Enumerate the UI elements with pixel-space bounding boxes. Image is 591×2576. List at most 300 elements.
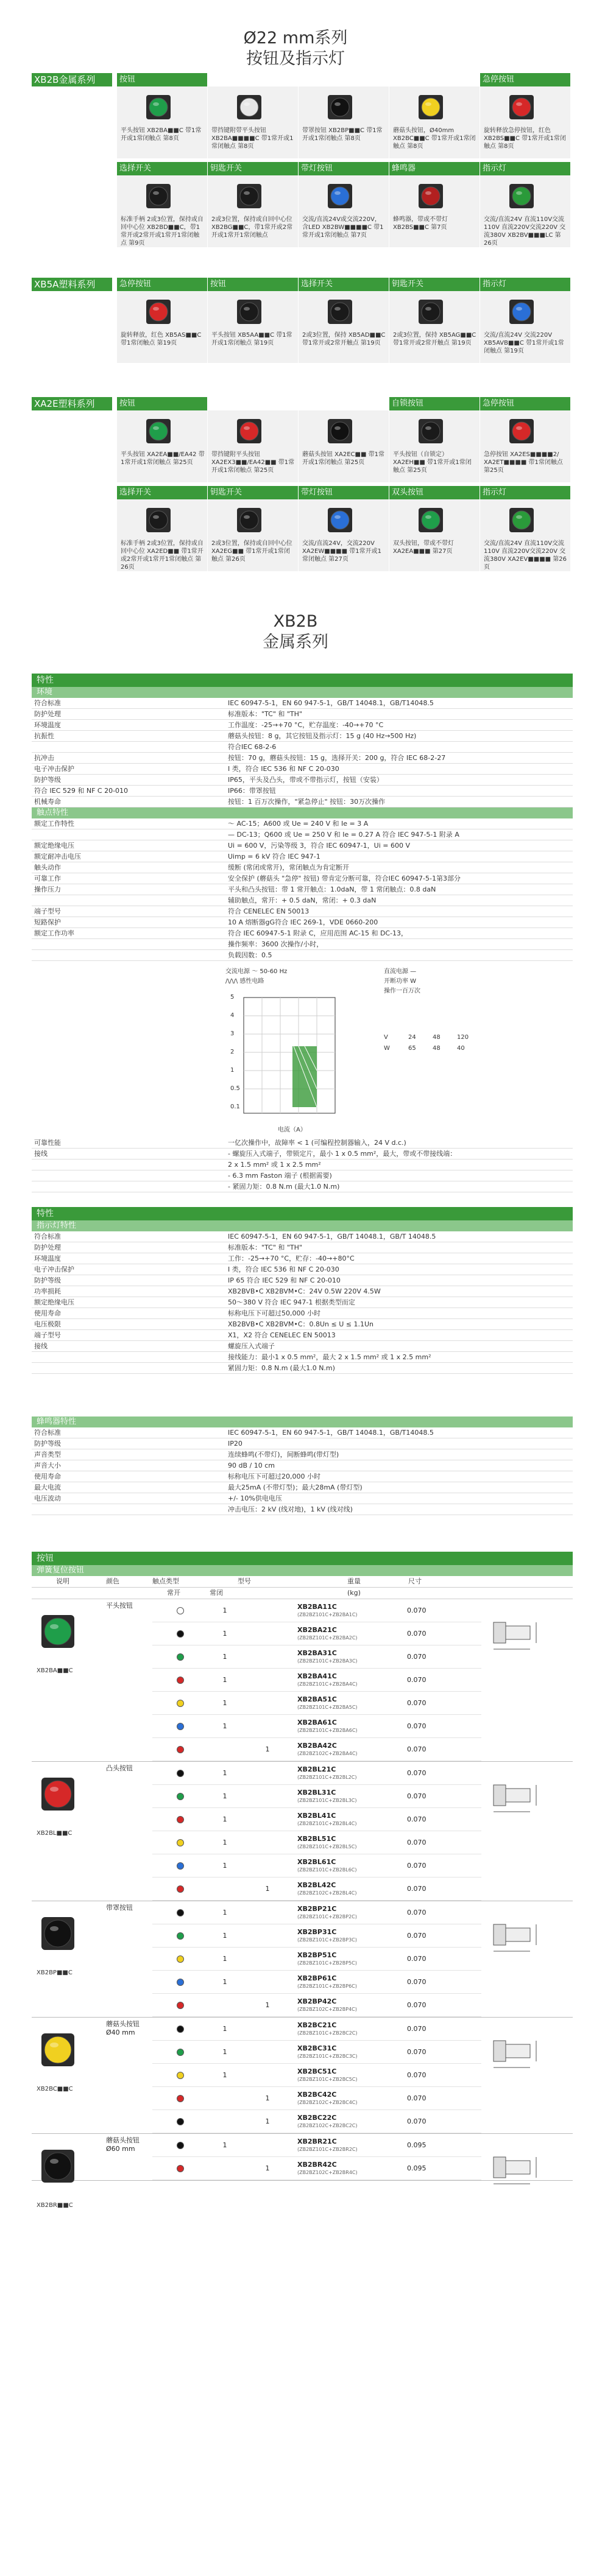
graph-ylabel: 2	[230, 1049, 235, 1055]
xb2b-section	[32, 73, 573, 278]
product-weight: 0.070	[407, 1978, 426, 1986]
spec-row	[32, 1286, 573, 1297]
catalog-cell	[480, 73, 570, 158]
color-dot	[177, 1700, 184, 1707]
product-weight: 0.070	[407, 1769, 426, 1777]
color-dot	[177, 1770, 184, 1777]
color-dot	[177, 2002, 184, 2009]
cell-head: 带灯按钮	[299, 162, 389, 175]
product-row	[152, 2157, 481, 2180]
spec-value: IEC 60947-5-1，EN 60 947-5-1，GB/T 14048.1，GB/T 14048.5	[228, 1233, 436, 1240]
product-image	[32, 2018, 106, 2133]
spec-subband-contact: 触点特性	[32, 808, 573, 818]
product-row	[152, 1715, 481, 1738]
col-color: 颜色	[106, 1577, 119, 1585]
dims-drawing	[481, 1901, 573, 2017]
cell-head: 选择开关	[117, 486, 207, 499]
spec-key	[32, 742, 225, 752]
contact-nc: 1	[265, 2117, 270, 2125]
product-weight: 0.070	[407, 2094, 426, 2102]
cell-text: 旋转释放急停按钮，红色 XB2BS■■C 带1常开或1常闭触点 第8页	[484, 127, 566, 150]
spec-value: I 类，符合 IEC 536 和 NF C 20-030	[228, 765, 339, 773]
ref-code: XB2BA41C	[297, 1672, 337, 1680]
spec-row	[32, 818, 573, 829]
ref-sub: (ZB2BZ101C+ZB2BR2C)	[297, 2146, 358, 2152]
product-ref	[297, 2021, 407, 2037]
spec-row	[32, 906, 573, 917]
spec-value: IP 65 符合 IEC 529 和 NF C 20-010	[228, 1276, 341, 1284]
xa2e-section	[32, 397, 573, 602]
spec-row	[32, 840, 573, 851]
spec-value: 接线能力：最小1 x 0.5 mm²，最大 2 x 1.5 mm² 或 1 x 2.5 mm²	[228, 1353, 431, 1361]
product-ref	[297, 1835, 407, 1851]
cell-body	[389, 86, 480, 158]
cell-body	[117, 175, 207, 247]
spec-key: 功率损耗	[34, 1287, 61, 1295]
product-ref	[297, 1812, 407, 1828]
cell-body	[117, 291, 207, 363]
product-ref	[297, 1905, 407, 1921]
cell-grid	[117, 73, 573, 251]
spec-key: 电子冲击保护	[34, 1265, 74, 1273]
cell-head	[389, 73, 480, 86]
cell-head: 蜂鸣器	[389, 162, 480, 175]
ref-sub: (ZB2BZ101C+ZB2BL6C)	[297, 1867, 357, 1873]
spec-key: 防护等级	[34, 776, 61, 784]
cell-head	[208, 397, 298, 410]
spec-value: Uimp = 6 kV 符合 IEC 947-1	[228, 853, 320, 860]
cell-text: 急停按钮 XA2ES■■■■2/ XA2ET■■■■ 带1常闭触点 第25页	[484, 451, 563, 474]
xb2b-title-line1: XB2B	[273, 612, 318, 631]
ref-code: XB2BP42C	[297, 1997, 337, 2005]
product-ref	[297, 1742, 407, 1758]
ref-code: XB2BL42C	[297, 1881, 336, 1889]
product-image	[32, 2134, 106, 2209]
graph-v-value: 24	[408, 1034, 416, 1041]
cell-text: 带罩按钮 XB2BP■■C 带1常开或1常闭触点 第8页	[302, 127, 383, 142]
product-row	[152, 1854, 481, 1877]
spec-value: 标准版本："TC" 和 "TH"	[228, 1244, 302, 1251]
spec-value: IEC 60947-5-1，EN 60 947-5-1，GB/T 14048.1，GB/T14048.5	[228, 699, 434, 707]
ref-code: XB2BP61C	[297, 1974, 337, 1982]
ref-code: XB2BL21C	[297, 1765, 336, 1773]
spec-value: 50～380 V 符合 IEC 947-1 根据类型而定	[228, 1298, 355, 1306]
spec-key	[32, 895, 225, 906]
cell-text: 平头按钮 XB2BA■■C 带1常开或1常闭触点 第8页	[121, 127, 202, 142]
product-row	[152, 1901, 481, 1924]
spec-row	[32, 1264, 573, 1275]
spec-row	[32, 753, 573, 764]
product-weight: 0.070	[407, 2025, 426, 2033]
spec-key: 接线	[34, 1342, 48, 1350]
cell-body	[299, 86, 389, 158]
cell-text: 平头按钮（自锁定） XA2EH■■ 带1常开或1常闭触点 第25页	[393, 451, 472, 474]
contact-no: 1	[222, 1839, 227, 1846]
ref-code: XB2BC22C	[297, 2113, 337, 2122]
spec-row	[32, 797, 573, 808]
product-image	[32, 1901, 106, 2017]
product-ref	[297, 2138, 407, 2153]
product-row	[152, 1645, 481, 1669]
cell-body	[480, 175, 570, 247]
product-ref	[297, 1626, 407, 1642]
ref-code: XB2BA51C	[297, 1695, 337, 1703]
product-weight: 0.070	[407, 1722, 426, 1730]
contact-no: 1	[222, 2141, 227, 2149]
contact-no: 1	[222, 1862, 227, 1870]
button-image	[324, 417, 363, 446]
graph-w-value: 65	[408, 1045, 416, 1052]
spec-value: 平头和凸头按钮：带 1 常开触点：1.0daN，带 1 常闭触点：0.8 daN	[228, 885, 436, 893]
ref-sub: (ZB2BZ102C+ZB2BR4C)	[297, 2169, 358, 2175]
cell-head: 指示灯	[480, 278, 570, 291]
cell-text: 双头按钮，带或不带灯 XA2EA■■■ 第27页	[393, 540, 454, 555]
spec-key: 防护处理	[34, 1244, 61, 1251]
spec-key: 符合标准	[34, 1233, 61, 1240]
contact-no: 1	[222, 1606, 227, 1614]
spec-key: 符合 IEC 529 和 NF C 20-010	[34, 787, 129, 795]
product-weight: 0.070	[407, 1699, 426, 1707]
product-weight: 0.070	[407, 1862, 426, 1870]
cell-head: 急停按钮	[480, 397, 570, 410]
catalog-cell	[389, 73, 480, 158]
col-contact: 触点类型	[152, 1577, 179, 1585]
spec-row	[32, 1253, 573, 1264]
color-dot	[177, 2025, 184, 2033]
spec-value: — DC-13；Q600 或 Ue = 250 V 和 Ie = 0.27 A 符合 IEC 947-5-1 附录 A	[228, 831, 459, 839]
contact-nc: 1	[265, 1885, 270, 1893]
catalog-cell	[389, 162, 480, 247]
graph-col-w: W	[384, 1045, 390, 1052]
product-weight: 0.070	[407, 1606, 426, 1614]
spec-row	[32, 950, 573, 961]
button-image	[143, 505, 182, 535]
spec-value: 连续蜂鸣(不带灯)，间断蜂鸣(带灯型)	[228, 1451, 339, 1459]
cell-body	[299, 175, 389, 247]
xb2b-title-line2: 金属系列	[263, 633, 328, 652]
product-row	[152, 1599, 481, 1622]
product-ref	[297, 1928, 407, 1944]
graph-dc-title: 直流电源 —	[384, 968, 417, 975]
page-header	[0, 0, 591, 73]
contact-nc: 1	[265, 2164, 270, 2172]
product-desc: 带罩按钮	[106, 1904, 133, 1912]
spec-key: 抗振性	[34, 732, 54, 740]
spec-key: 端子型号	[34, 907, 61, 915]
button-image	[324, 181, 363, 211]
product-weight: 0.070	[407, 2117, 426, 2125]
spec-key: 声音大小	[34, 1462, 61, 1469]
cell-text: 交流/直流24V 直流110V交流110V 直流220V交流220V 交流380V XA2EV■■■■ 第26页	[484, 540, 567, 571]
spec-value: 操作频率：3600 次操作/小时，	[228, 940, 324, 948]
ref-sub: (ZB2BZ101C+ZB2BL5C)	[297, 1843, 357, 1849]
color-dot	[177, 1607, 184, 1614]
dims-drawing	[481, 2018, 573, 2133]
contact-no: 1	[222, 1630, 227, 1638]
color-dot	[177, 1862, 184, 1870]
ref-code: XB2BA11C	[297, 1602, 337, 1611]
product-row	[152, 1738, 481, 1761]
product-ref	[297, 1789, 407, 1804]
product-lines	[152, 1762, 481, 1901]
spec-subband-pilot: 指示灯特性	[32, 1220, 573, 1231]
product-row	[152, 1971, 481, 1994]
ref-code: XB2BC21C	[297, 2021, 337, 2029]
graph-v-value: 120	[457, 1034, 469, 1041]
product-ref	[297, 1719, 407, 1734]
ref-sub: (ZB2BZ102C+ZB2BL4C)	[297, 1890, 357, 1896]
product-caption: XB2BR■■C	[37, 2202, 73, 2209]
product-row	[152, 1808, 481, 1831]
product-lines	[152, 1901, 481, 2017]
cell-text: 蘑菇头按钮，Ø40mm XB2BC■■C 带1常开或1常闭触点 第8页	[393, 127, 476, 150]
spec-value: 标准版本："TC" 和 "TH"	[228, 710, 302, 718]
ref-sub: (ZB2BZ101C+ZB2BC2C)	[297, 2030, 358, 2036]
ref-sub: (ZB2BZ101C+ZB2BL4C)	[297, 1820, 357, 1826]
ref-code: XB2BL51C	[297, 1834, 336, 1843]
product-row	[152, 2018, 481, 2041]
graph-ylabel: 0.1	[230, 1103, 240, 1110]
spec-band: 特性	[32, 674, 573, 687]
product-ref	[297, 1951, 407, 1967]
spec-key: 操作压力	[34, 885, 61, 893]
cell-grid	[117, 278, 573, 367]
product-weight: 0.070	[407, 1676, 426, 1684]
product-row	[152, 1762, 481, 1785]
product-ref	[297, 2161, 407, 2177]
spec-row	[32, 917, 573, 928]
cell-body	[389, 175, 480, 247]
spec-row	[32, 1341, 573, 1352]
buzzer-rows	[32, 1427, 573, 1515]
cell-body	[389, 291, 480, 363]
color-dot	[177, 1723, 184, 1730]
contact-no: 1	[222, 1978, 227, 1986]
cell-head: 钥匙开关	[208, 486, 298, 499]
spec-row	[32, 1319, 573, 1330]
spec-row	[32, 829, 573, 840]
col-ref: 型号	[238, 1577, 251, 1585]
button-image	[233, 417, 272, 446]
spec-row	[32, 1170, 573, 1181]
product-caption: XB2BP■■C	[37, 1969, 73, 1976]
color-dot	[177, 1653, 184, 1661]
spec-value: - 6.3 mm Faston 端子 (根据需要)	[228, 1172, 332, 1180]
spec-key: 可靠工作	[34, 875, 61, 882]
product-weight: 0.070	[407, 2001, 426, 2009]
cell-text: 平头按钮 XB5AA■■C 带1常开或1常闭触点 第19页	[211, 332, 292, 347]
spec-value: XB2BVB•C XB2BVM•C：0.8Un ≤ U ≤ 1.1Un	[228, 1320, 374, 1328]
cell-head: 按钮	[208, 278, 298, 291]
spec-key: 额定耐冲击电压	[34, 853, 81, 860]
graph-ac-title: 交流电源 ～ 50-60 Hz	[225, 968, 288, 975]
button-image	[143, 417, 182, 446]
button-image	[324, 93, 363, 122]
contact-no: 1	[222, 1909, 227, 1916]
ref-code: XB2BR42C	[297, 2160, 337, 2169]
spec-key: 最大电流	[34, 1483, 61, 1491]
product-row	[152, 1994, 481, 2017]
ref-sub: (ZB2BZ101C+ZB2BA5C)	[297, 1704, 358, 1710]
product-lines	[152, 2018, 481, 2133]
button-image	[415, 93, 454, 122]
xb2b-title	[0, 602, 591, 674]
cell-body	[480, 410, 570, 482]
spec-key: 环境温度	[34, 1255, 61, 1262]
product-weight: 0.070	[407, 1839, 426, 1846]
button-image	[143, 93, 182, 122]
cell-text: 2或3位置，保持或自回中心位 XA2EG■■ 带1常开或1常闭触点 第26页	[211, 540, 292, 563]
cell-text: 交流/直流24V 直流110V交流110V 直流220V交流220V 交流380V XB2BV■■■LC 第26页	[484, 216, 566, 247]
spec-key	[32, 1352, 225, 1362]
cell-body	[389, 499, 480, 571]
spec-key: 符合标准	[34, 1429, 61, 1437]
contact-no: 1	[222, 1955, 227, 1963]
spec-row	[32, 1427, 573, 1438]
spec-value: I 类，符合 IEC 536 和 NF C 20-030	[228, 1265, 339, 1273]
catalog-cell	[117, 397, 207, 482]
ref-sub: (ZB2BZ102C+ZB2BP4C)	[297, 2006, 357, 2012]
product-row	[152, 1692, 481, 1715]
graph-v-value: 48	[433, 1034, 441, 1041]
spec-key: 机械寿命	[34, 798, 61, 806]
spec-key: 环境温度	[34, 721, 61, 729]
spec-key: 额定工作特性	[34, 820, 74, 828]
product-row	[152, 1831, 481, 1854]
spec-value: 按钮：70 g，蘑菇头按钮：15 g，选择开关：200 g，符合 IEC 68-2-27	[228, 754, 446, 762]
product-subband: 弹簧复位按钮	[32, 1565, 573, 1576]
product-ref	[297, 1974, 407, 1990]
product-caption: XB2BA■■C	[37, 1667, 73, 1674]
ref-sub: (ZB2BZ101C+ZB2BA6C)	[297, 1727, 358, 1733]
catalog-cell	[117, 73, 207, 158]
product-row	[152, 2087, 481, 2110]
spec-value: 一亿次操作中，故障率 < 1 (可编程控制器输入，24 V d.c.)	[228, 1139, 406, 1147]
catalog-cell	[208, 278, 298, 363]
spec-row	[32, 884, 573, 895]
button-image	[506, 297, 545, 326]
graph-ac-sub: /\/\/\ 感性电路	[225, 978, 264, 985]
cell-text: 交流/直流24V，交流220V XA2EW■■■■ 带1常开或1常闭触点 第27页	[302, 540, 381, 563]
cell-text: 旋转释放，红色 XB5AS■■C 带1常闭触点 第19页	[121, 332, 202, 347]
ref-sub: (ZB2BZ101C+ZB2BC5C)	[297, 2076, 358, 2082]
graph-xlabel: 电流（A）	[278, 1127, 306, 1133]
spec-key: 使用寿命	[34, 1473, 61, 1480]
button-image	[233, 505, 272, 535]
contact-no: 1	[222, 1769, 227, 1777]
spec-row	[32, 873, 573, 884]
product-ref	[297, 2114, 407, 2130]
cell-body	[208, 410, 298, 482]
contact-no: 1	[222, 1676, 227, 1684]
cell-head: 带灯按钮	[299, 486, 389, 499]
spec-value: - 紧固力矩：0.8 N.m (最大1.0 N.m)	[228, 1183, 340, 1191]
spec-value: ～ AC-15；A600 或 Ue = 240 V 和 Ie = 3 A	[228, 820, 369, 828]
button-image	[324, 297, 363, 326]
cell-text: 2或3位置，保持 XB5AD■■C 带1常开或2常开触点 第19页	[302, 332, 386, 347]
spec-row	[32, 742, 573, 753]
ref-sub: (ZB2BZ102C+ZB2BA4C)	[297, 1750, 358, 1756]
catalog-cell	[208, 162, 298, 247]
contact-no: 1	[222, 1653, 227, 1661]
product-ref	[297, 1603, 407, 1619]
spec-row	[32, 1363, 573, 1374]
spec-value: 标称电压下可超过20,000 小时	[228, 1473, 320, 1480]
color-dot	[177, 1885, 184, 1893]
rating-graph	[225, 961, 567, 1138]
product-weight: 0.070	[407, 1745, 426, 1753]
spec-row	[32, 1330, 573, 1341]
button-image	[506, 417, 545, 446]
graph-w-value: 40	[457, 1045, 465, 1052]
spec-row	[32, 1352, 573, 1363]
spec-key: 端子型号	[34, 1331, 61, 1339]
catalog-cell	[208, 73, 298, 158]
spec-row	[32, 851, 573, 862]
button-image	[233, 297, 272, 326]
cell-body	[117, 499, 207, 571]
product-ref	[297, 1649, 407, 1665]
button-image	[415, 297, 454, 326]
cell-text: 带挡键附带平头按钮 XB2BA■■■■C 带1常开或1常闭触点 第8页	[211, 127, 294, 150]
spec-key: 抗冲击	[34, 754, 54, 762]
product-groups	[32, 1599, 573, 2209]
product-caption: XB2BL■■C	[37, 1830, 73, 1837]
graph-dc-sub2: 操作一百万次	[384, 988, 420, 994]
graph-col-v: V	[384, 1034, 388, 1041]
spec-value: IEC 60947-5-1，EN 60 947-5-1，GB/T 14048.1，GB/T14048.5	[228, 1429, 434, 1437]
spec-subband-buzzer: 蜂鸣器特性	[32, 1416, 573, 1427]
product-caption: XB2BC■■C	[37, 2086, 73, 2092]
ref-code: XB2BA61C	[297, 1718, 337, 1726]
spec-key	[32, 1181, 225, 1192]
product-table-subheader	[32, 1588, 573, 1599]
cell-grid	[117, 397, 573, 575]
contact-no: 1	[222, 1722, 227, 1730]
spec-row	[32, 1449, 573, 1460]
product-ref	[297, 2067, 407, 2083]
cell-head	[299, 73, 389, 86]
product-weight: 0.070	[407, 1630, 426, 1638]
contact-no: 1	[222, 2025, 227, 2033]
contact-no: 1	[222, 1815, 227, 1823]
graph-ylabel: 3	[230, 1030, 235, 1037]
ref-code: XB2BC42C	[297, 2090, 337, 2099]
spec-key: 声音类型	[34, 1451, 61, 1459]
spec-value: 缓断 (常闭或常开)，常闭触点为肯定断开	[228, 864, 350, 871]
cell-body	[117, 86, 207, 158]
color-dot	[177, 1839, 184, 1846]
graph-ylabel: 5	[230, 994, 235, 1001]
col-desc: 说明	[56, 1577, 69, 1585]
product-image	[32, 1599, 106, 1761]
product-desc: 平头按钮	[106, 1602, 133, 1610]
catalog-cell	[208, 486, 298, 571]
ref-sub: (ZB2BZ101C+ZB2BP6C)	[297, 1983, 357, 1989]
spec-row	[32, 731, 573, 742]
product-image	[32, 1762, 106, 1901]
product-weight: 0.095	[407, 2164, 426, 2172]
cell-text: 2或3位置，保持或自回中心位 XB2BG■■C，带1常开或2常开或1常开1常闭触点	[211, 216, 293, 239]
button-image	[233, 181, 272, 211]
catalog-cell	[389, 486, 480, 571]
spec-key	[32, 1170, 225, 1181]
spec-value: Ui = 600 V，污染等级 3，符合 IEC 60947-1，Ui = 600 V	[228, 842, 410, 850]
product-row	[152, 1877, 481, 1901]
ref-code: XB2BP51C	[297, 1951, 337, 1959]
button-image	[506, 505, 545, 535]
color-dot	[177, 1979, 184, 1986]
